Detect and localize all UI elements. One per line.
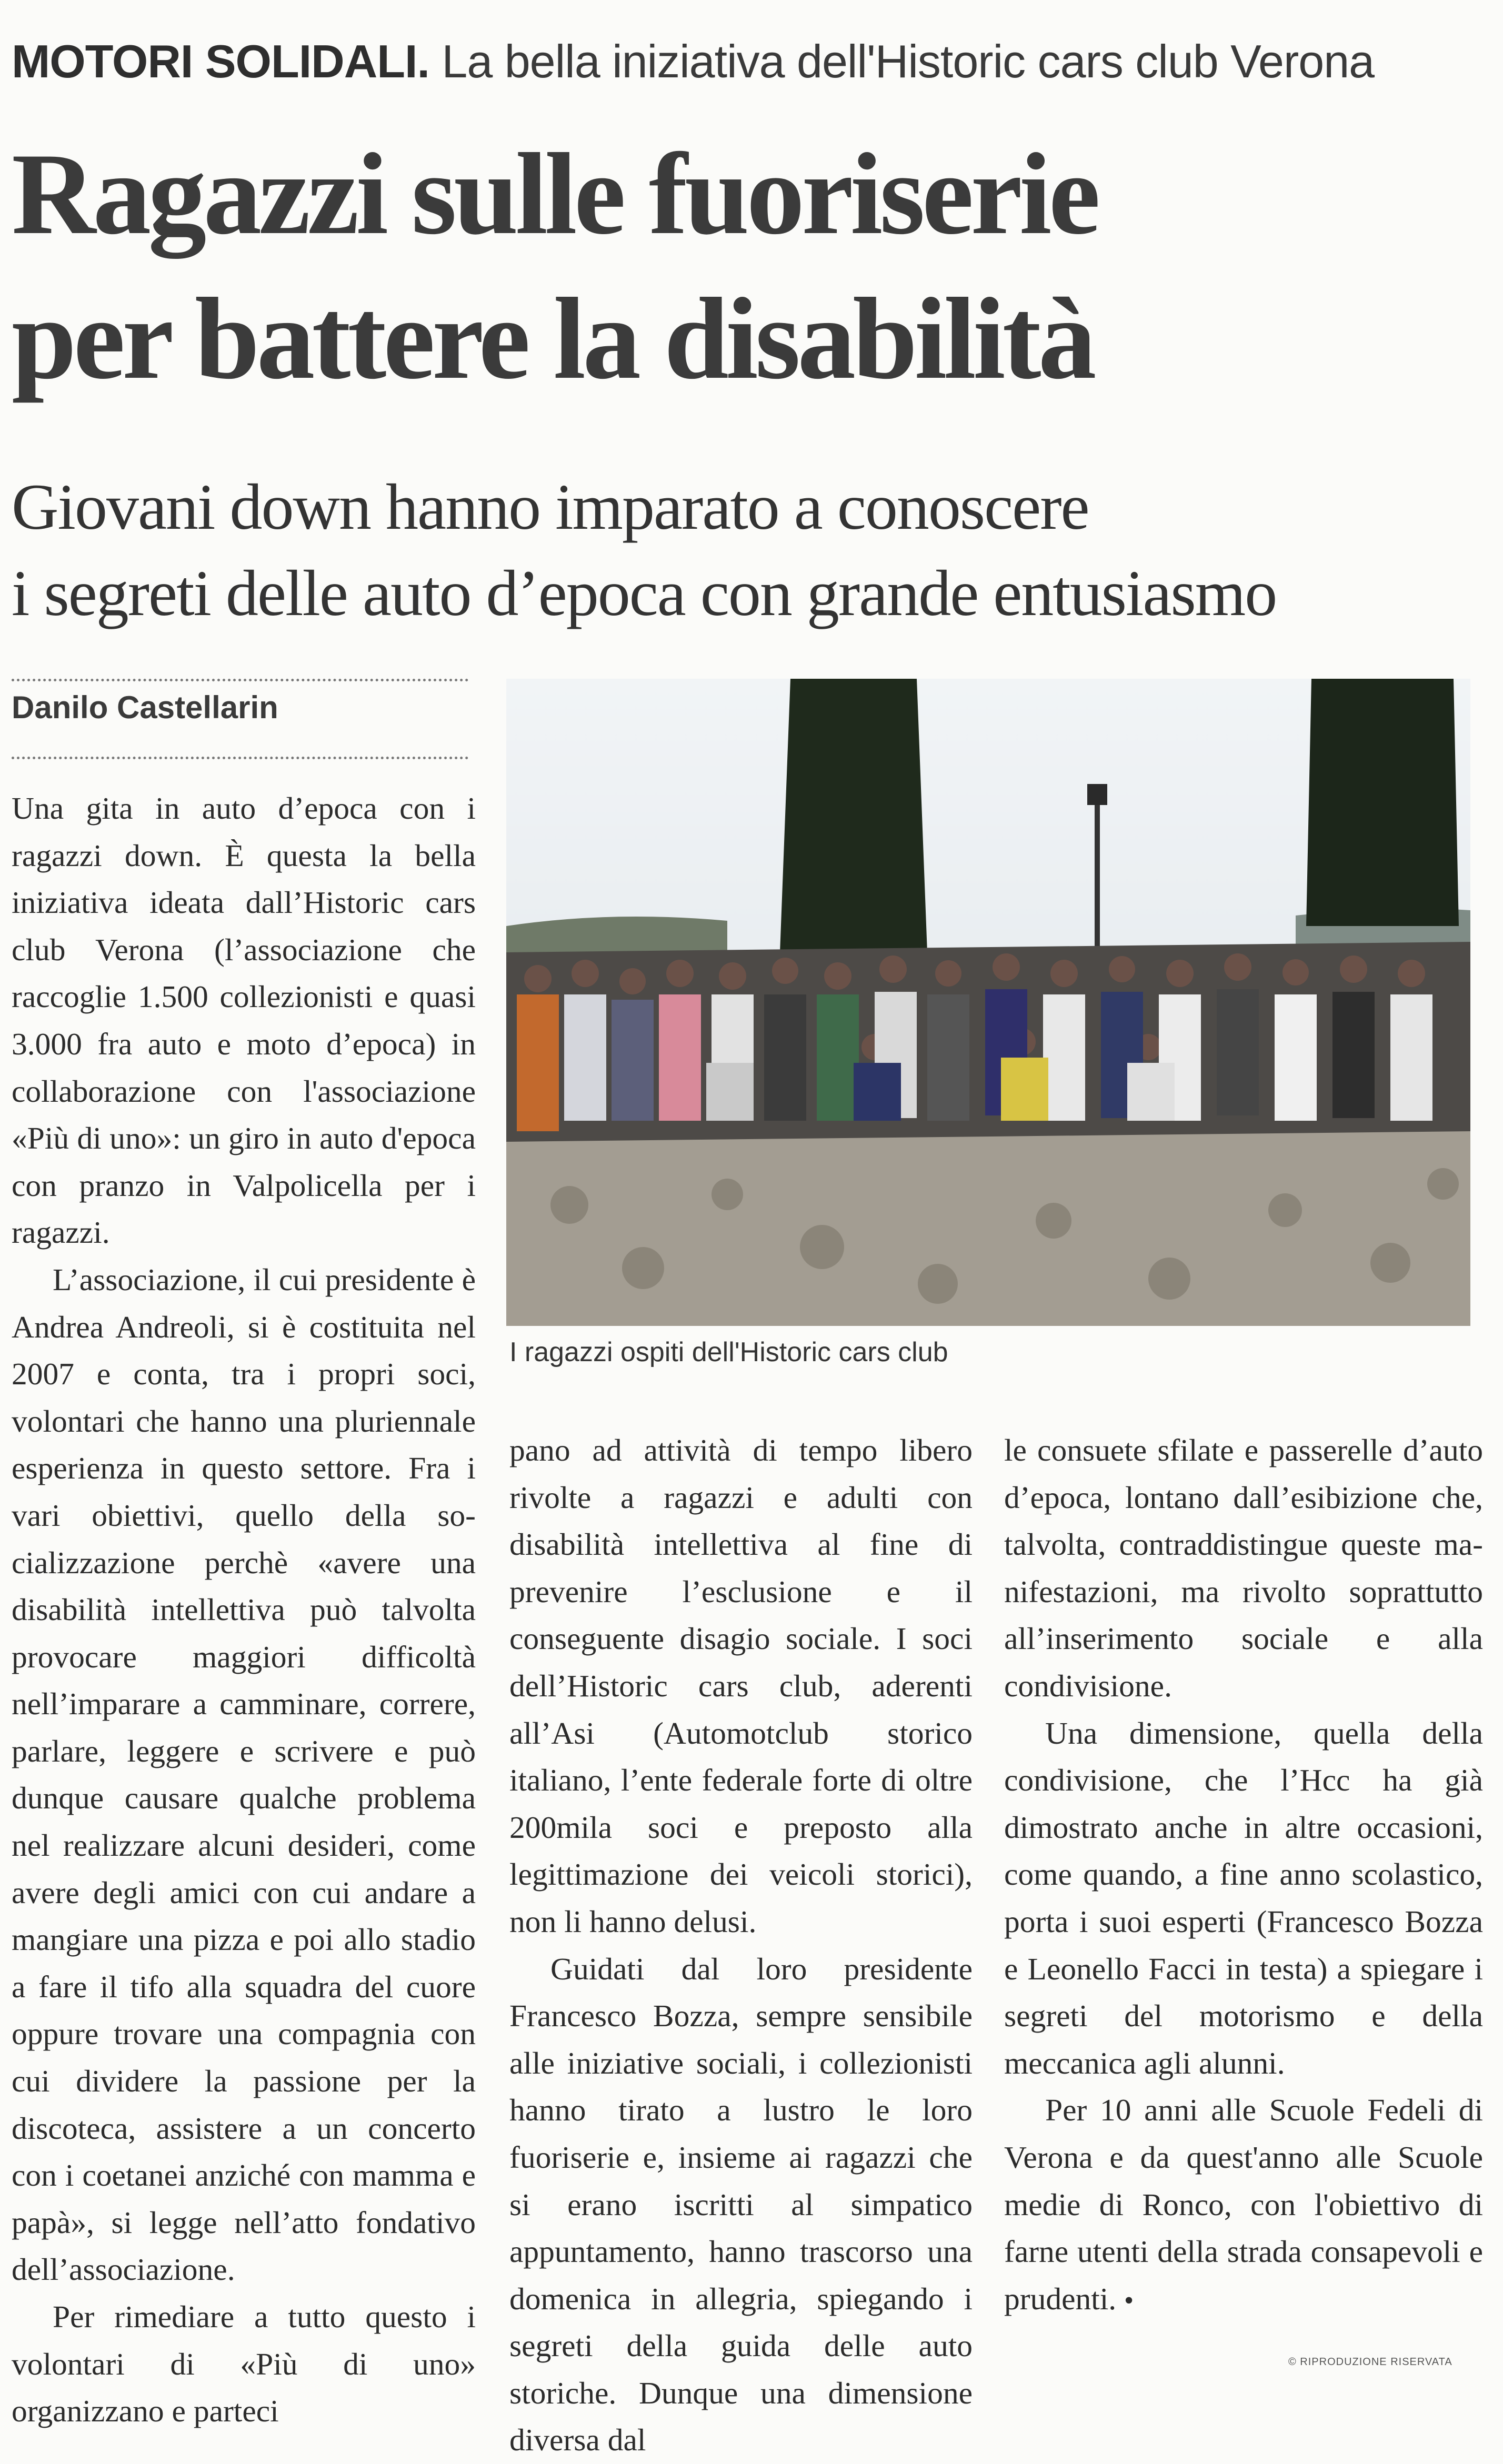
paragraph-text: Per 10 anni alle Scuole Fedeli di Verona e da quest'anno alle Scuole medie di Ronco, con l'obiettivo di farne utenti della strada consapevoli e prudenti.: [1004, 2093, 1483, 2316]
byline-rule-bottom: [12, 757, 468, 759]
paragraph: Guidati dal loro presidente Francesco Bozza, sempre sensibile alle iniziative sociali, i collezionisti hanno tirato a lustro le loro fuoriserie e, insieme ai ragazzi che si erano iscritti al simpatico appuntamento, hanno trascorso una domenica in allegria, spiegando i segreti della guida delle auto storiche. Dunque una dimensione diversa dal: [509, 1951, 973, 2458]
headline: [12, 122, 1496, 411]
article-column-3: [1004, 1427, 1483, 2358]
subheadline-line-2: i segreti delle auto d’epoca con grande entusiasmo: [12, 557, 1277, 629]
paragraph: Per rimediare a tutto questo i volontari di «Più di uno» organizzano e parteci: [12, 2299, 476, 2429]
copyright-notice: © RIPRODUZIONE RISERVATA: [1288, 2356, 1452, 2368]
subheadline: [12, 464, 1496, 637]
headline-line-2: per battere la disabilità: [12, 274, 1094, 404]
paragraph: le consuete sfilate e passerelle d’auto d’epoca, lontano dall’esibizione che, talvolta, contraddistingue queste manifestazioni, ma rivolto soprattutto all’inserimento sociale e alla condivisione.: [1004, 1433, 1483, 1703]
article-column-1: [12, 785, 476, 2429]
paragraph: L’associazione, il cui presidente è Andrea Andreoli, si è costituita nel 2007 e conta, tra i propri soci, volontari che hanno una pluriennale esperienza in questo settore. Fra i vari obiettivi, quello della socializzazione perchè «avere una disabilità intellettiva può talvolta provocare maggiori difficoltà nell’imparare a camminare, correre, parlare, leggere e scrivere e può dunque causare qualche problema nel realizzare alcuni desideri, come avere degli amici con cui andare a mangiare una pizza e poi allo stadio a fare il tifo alla squadra del cuore oppure trovare una compagnia con cui dividere la passione per la discoteca, assistere a un concerto con i coetanei anziché con mamma e papà», si legge nell’atto fondativo dell’associazione.: [12, 1262, 476, 2287]
group-photo-illustration: [506, 679, 1470, 1326]
subheadline-line-1: Giovani down hanno imparato a conoscere: [12, 471, 1089, 543]
paragraph: Una dimensione, quella della condivisione, che l’Hcc ha già dimostrato anche in altre occasioni, come quando, a fine anno scolastico, porta i suoi esperti (Francesco Bozza e Leonello Facci in testa) a spiegare i segreti del motorismo e della meccanica agli alunni.: [1004, 1715, 1483, 2080]
end-mark: •: [1124, 2285, 1134, 2316]
paragraph: [1004, 2087, 1483, 2324]
headline-line-1: Ragazzi sulle fuoriserie: [12, 129, 1098, 259]
kicker-text: La bella iniziativa dell'Historic cars club Verona: [429, 35, 1375, 87]
photo-caption: I ragazzi ospiti dell'Historic cars club: [509, 1337, 948, 1367]
byline: Danilo Castellarin: [12, 690, 278, 725]
byline-rule-top: [12, 679, 468, 681]
paragraph: pano ad attività di tempo libero rivolte a ragazzi e adulti con disabilità intellettiva al fine di prevenire l’esclusione e il conseguente disagio sociale. I soci dell’Historic cars club, aderenti all’Asi (Automotclub storico italiano, l’ente federale forte di oltre 200mila soci e preposto alla legittimazione dei veicoli storici), non li hanno delusi.: [509, 1433, 973, 1939]
paragraph: Una gita in auto d’epoca con i ragazzi down. È questa la bella iniziativa ideata dall’Historic cars club Verona (l’associazione che raccoglie 1.500 collezionisti e quasi 3.000 fra auto e moto d’epoca) in collaborazione con l'associazione «Più di uno»: un giro in auto d'epoca con pranzo in Valpolicella per i ragazzi.: [12, 791, 476, 1250]
kicker-lead: MOTORI SOLIDALI.: [12, 35, 429, 87]
article-column-2: [509, 1427, 973, 2458]
group-photo: [506, 679, 1470, 1326]
kicker: [12, 33, 1485, 90]
